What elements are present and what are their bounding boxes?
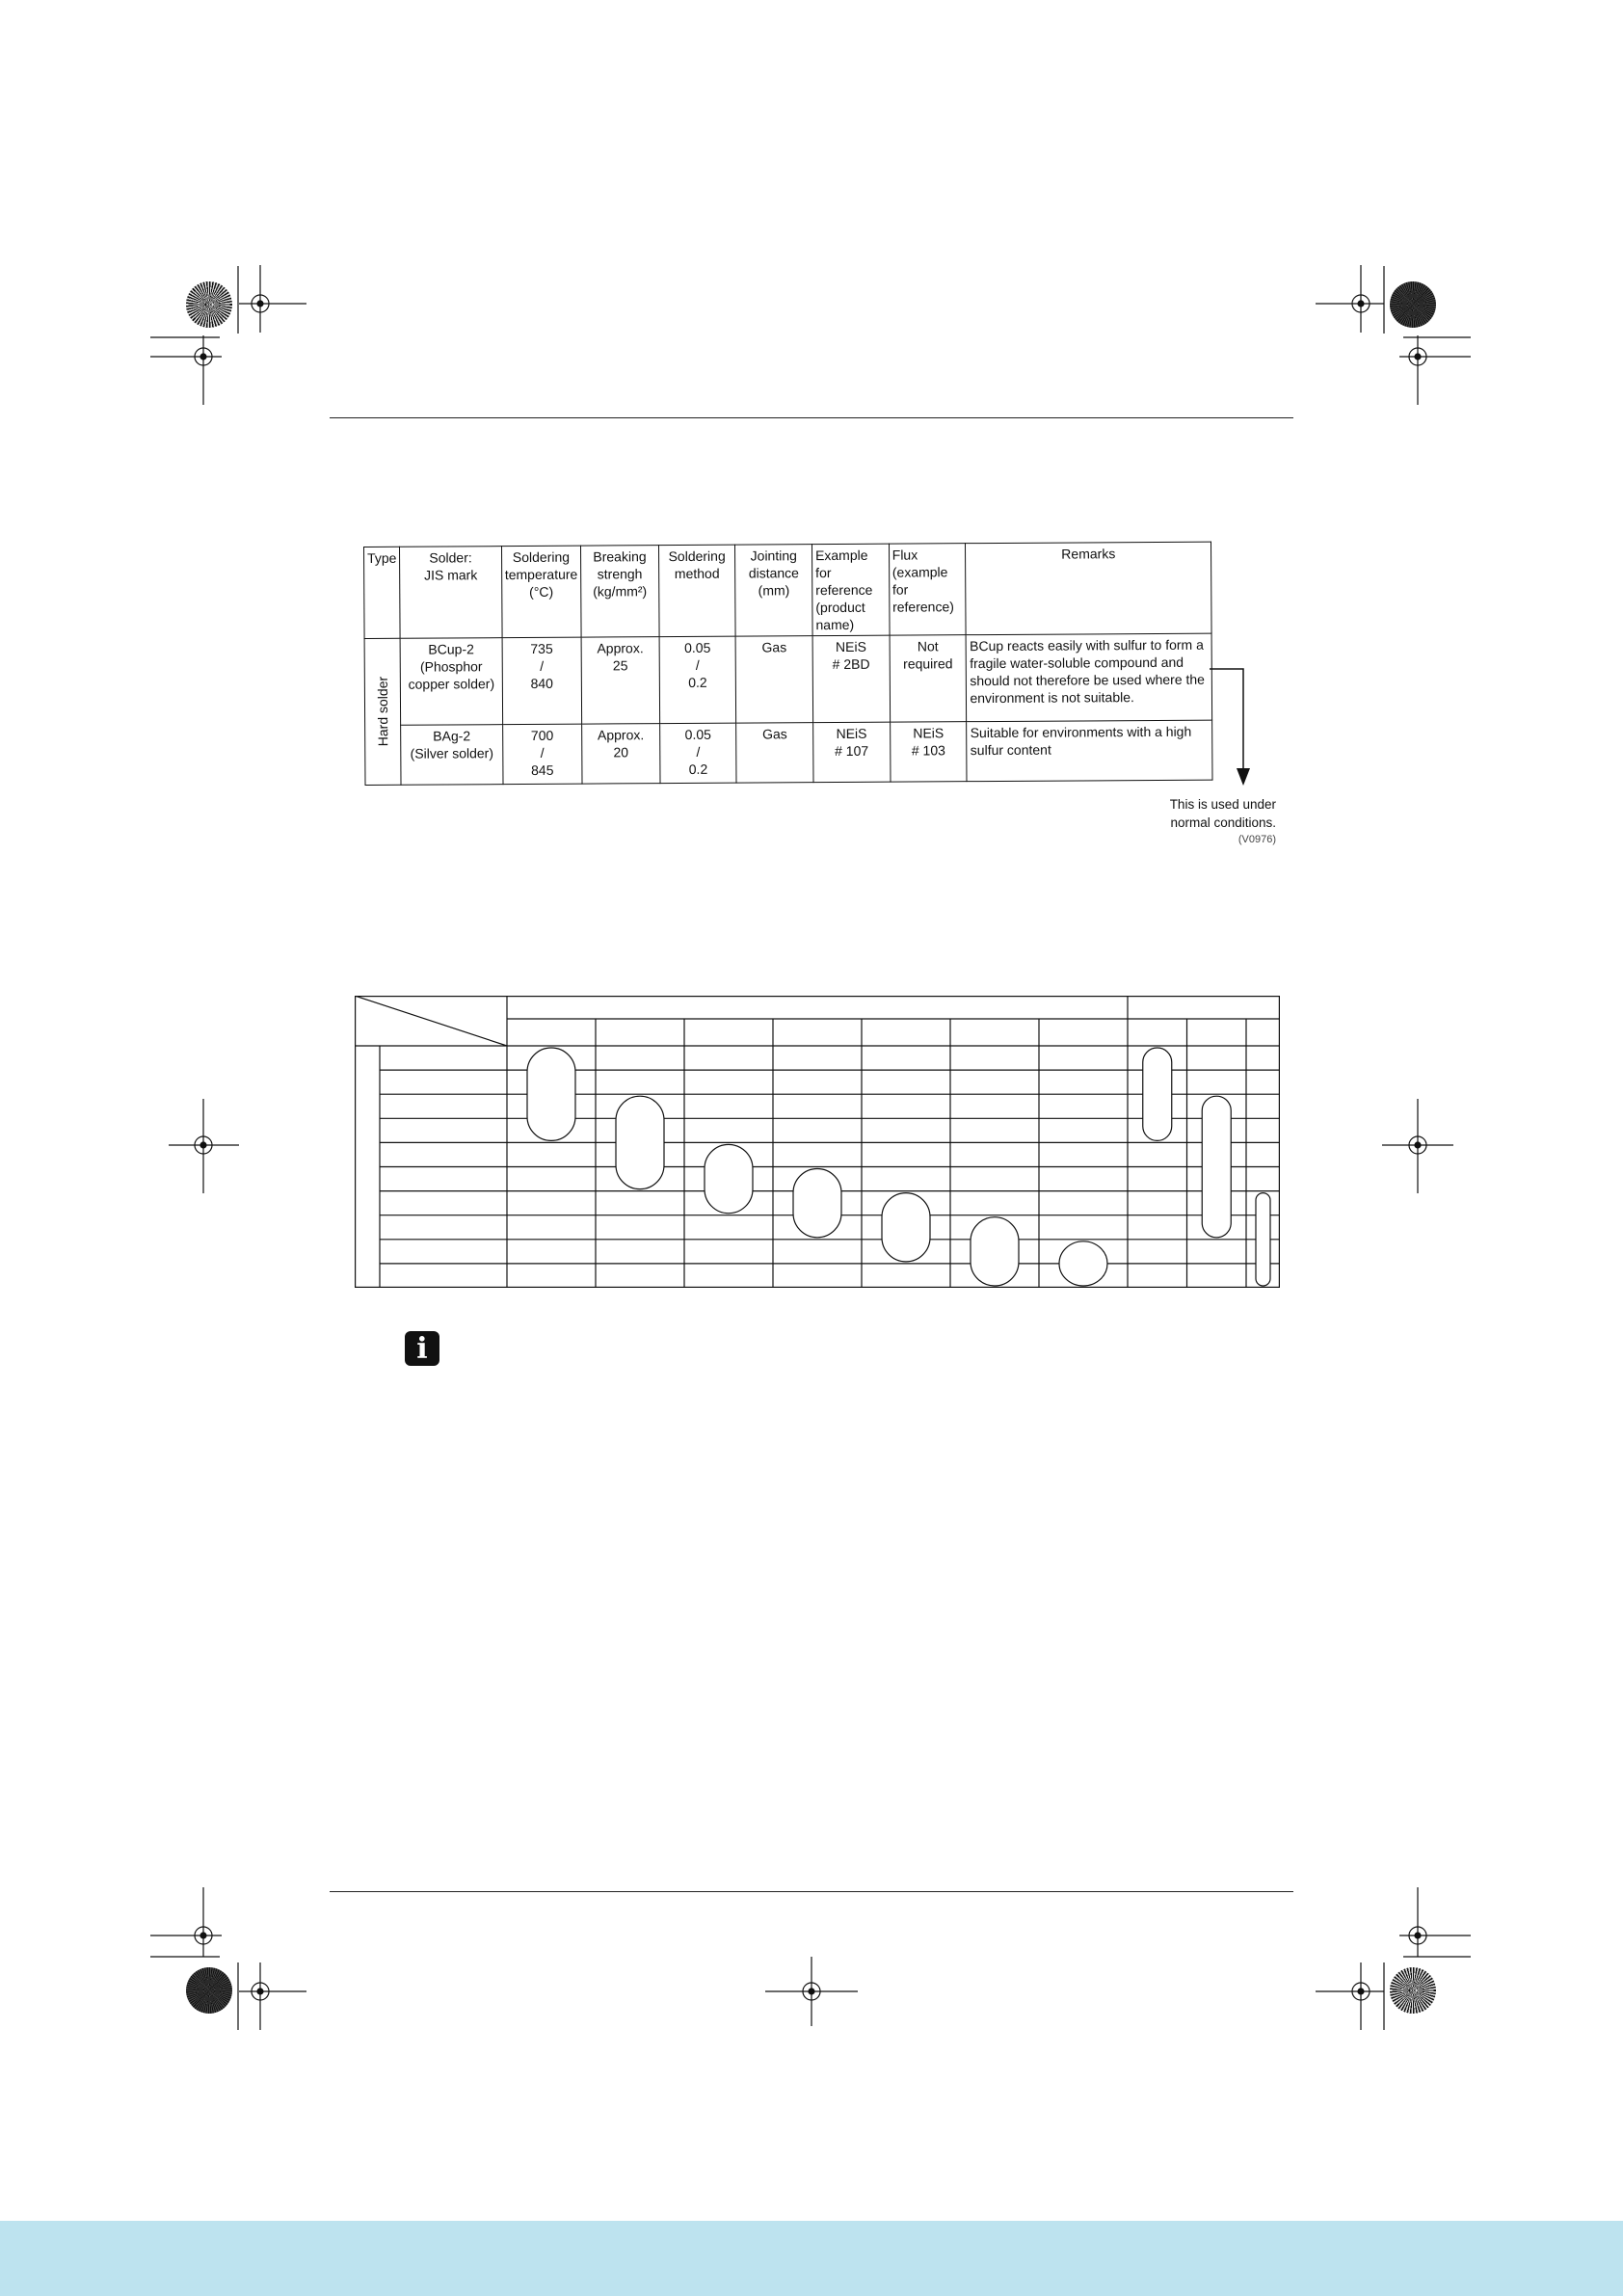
example-cell: NEiS # 107 [813, 722, 891, 782]
figure-code: (V0976) [1237, 834, 1276, 845]
remarks-cell: BCup reacts easily with sulfur to form a fragile water-soluble compound and should not therefore be used where the environment is not suitable. [967, 633, 1212, 722]
method-cell: 0.05 / 0.2 [659, 636, 736, 723]
table-header-row [364, 542, 1212, 638]
table-row [364, 633, 1212, 725]
crosshair-icon [239, 265, 306, 333]
distance-cell: Gas [736, 723, 813, 783]
header-type: Type [364, 547, 401, 638]
crosshair-icon [150, 1887, 222, 1957]
matrix-range-pill [1256, 1193, 1270, 1286]
crosshair-icon [765, 1957, 858, 2026]
crosshair-icon [1316, 265, 1384, 333]
header-remarks: Remarks [966, 542, 1211, 635]
header-method: Soldering method [658, 545, 735, 636]
note-text: This is used under normal conditions. [1169, 797, 1276, 830]
header-jis-mark: Solder: JIS mark [400, 547, 502, 639]
temp-cell: 735 / 840 [502, 637, 582, 725]
footer-band [0, 2221, 1623, 2296]
matrix-range-pill [1143, 1048, 1172, 1140]
jis-cell: BCup-2 (Phosphor copper solder) [400, 638, 502, 726]
jis-cell: BAg-2 (Silver solder) [401, 725, 503, 786]
matrix-range-pill [1059, 1241, 1107, 1286]
matrix-range-pill [1202, 1096, 1231, 1238]
info-icon: i [405, 1331, 439, 1366]
crosshair-icon [1399, 1887, 1471, 1957]
flux-cell: NEiS # 103 [890, 722, 967, 782]
header-breaking-strength: Breaking strengh (kg/mm²) [581, 546, 659, 637]
header-temperature: Soldering temperature (°C) [501, 546, 581, 638]
header-flux: Flux (example for reference) [889, 544, 966, 635]
crosshair-icon [239, 1962, 306, 2030]
strength-cell: Approx. 25 [581, 637, 659, 724]
matrix-range-pill [527, 1048, 575, 1140]
crosshair-icon [1382, 1099, 1453, 1193]
crosshair-icon [1399, 335, 1471, 405]
matrix-corner-diagonal [355, 996, 507, 1046]
example-cell: NEiS # 2BD [812, 635, 890, 722]
strength-cell: Approx. 20 [582, 724, 660, 784]
matrix-border [356, 997, 1280, 1288]
selection-matrix [355, 996, 1280, 1288]
type-label: Hard solder [374, 677, 391, 747]
flux-cell: Not required [890, 635, 967, 722]
crosshair-icon [150, 335, 222, 405]
table-row [365, 720, 1212, 785]
temp-cell: 700 / 845 [502, 724, 582, 785]
method-cell: 0.05 / 0.2 [659, 723, 736, 783]
header-distance: Jointing distance (mm) [735, 545, 812, 636]
header-example: Example for reference (product name) [812, 544, 889, 635]
matrix-range-pill [705, 1144, 753, 1213]
crosshair-icon [169, 1099, 239, 1193]
matrix-range-pill [971, 1217, 1019, 1286]
remarks-cell: Suitable for environments with a high sulfur content [967, 720, 1212, 782]
matrix-range-pill [616, 1096, 664, 1188]
note-arrow [1205, 660, 1263, 795]
matrix-range-pill [793, 1169, 841, 1238]
crosshair-icon [1316, 1962, 1384, 2030]
distance-cell: Gas [735, 636, 812, 723]
matrix-range-pill [882, 1193, 930, 1262]
solder-table [363, 542, 1212, 786]
type-cell [364, 638, 401, 785]
